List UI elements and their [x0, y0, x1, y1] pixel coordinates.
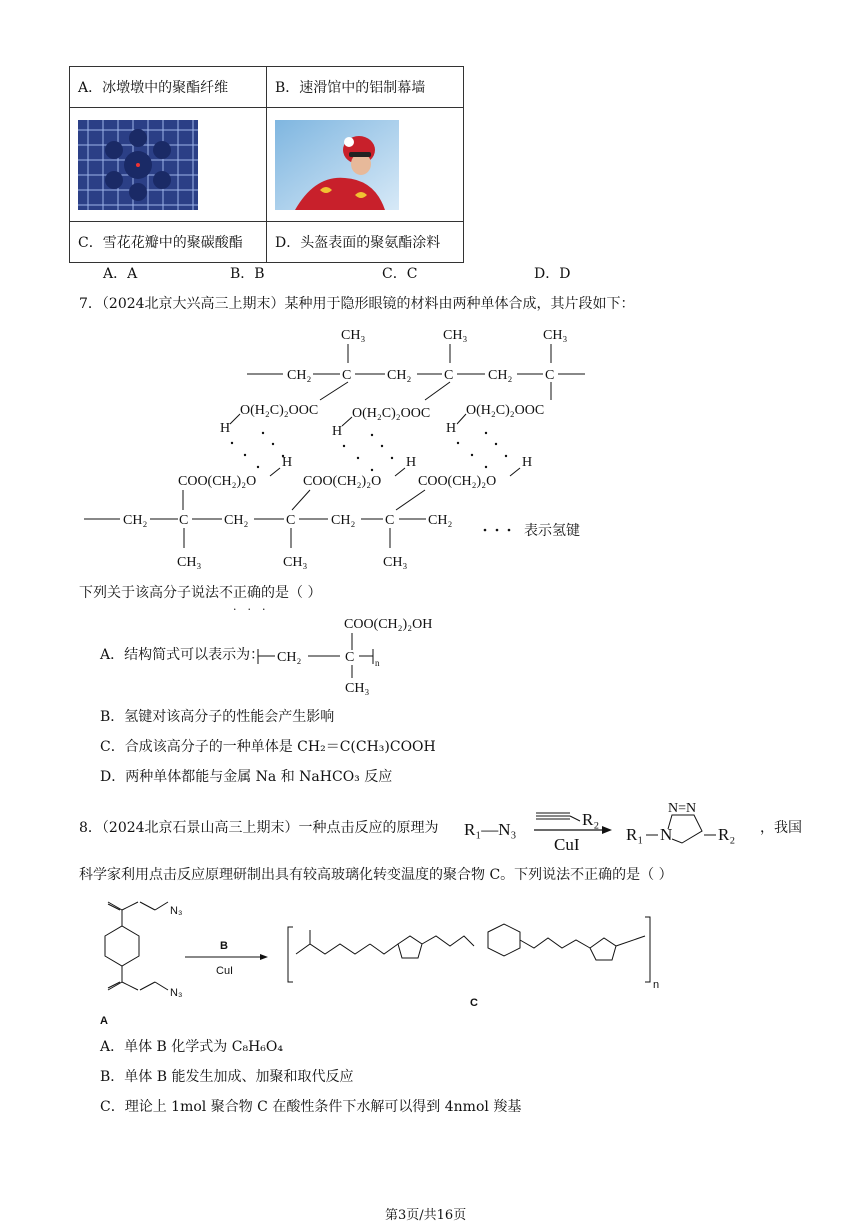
q6-cell-c: C．雪花花瓣中的聚碳酸酯 — [70, 222, 267, 263]
lower-chain-6: CH₂ — [428, 513, 453, 528]
q6-cell-b: B．速滑馆中的铝制幕墙 — [267, 67, 464, 108]
click-reagent-r2: R₂ — [582, 810, 600, 829]
upper-h-2: H — [446, 421, 457, 436]
reagent-b: B — [220, 940, 228, 952]
lower-group-2: COO(CH₂)₂O — [418, 474, 497, 489]
catalyst-cui: CuI — [216, 965, 234, 977]
formula-ch2: CH₂ — [277, 650, 302, 665]
q6-choice-c: C．C — [382, 266, 418, 282]
polymer-c-scheme — [70, 892, 710, 1032]
upper-methyl-2: CH₃ — [543, 328, 568, 343]
q7-hydrogel-structure — [80, 320, 620, 575]
polymer-n: n — [653, 979, 660, 991]
lower-methyl-0: CH₃ — [177, 555, 202, 570]
q8-stem-part1: 8．（2024北京石景山高三上期末）一种点击反应的原理为 — [79, 820, 439, 836]
skater-photo — [275, 120, 399, 210]
click-reaction-scheme — [462, 795, 762, 855]
q6-image-cell-a — [70, 108, 267, 222]
q8-stem-line2: 科学家利用点击反应原理研制出具有较高玻璃化转变温度的聚合物 C。下列说法不正确的是（ ） — [79, 867, 673, 883]
upper-methyl-0: CH₃ — [341, 328, 366, 343]
page-footer: 第3页/共16页 — [385, 1208, 467, 1223]
q7-stem: 7．（2024北京大兴高三上期末）某种用于隐形眼镜的材料由两种单体合成，其片段如下： — [79, 296, 635, 312]
hydrogen-bond-dots — [231, 432, 507, 471]
upper-chain-4: CH₂ — [488, 368, 513, 383]
lower-h-0: H — [282, 455, 293, 470]
snowflake-pattern-image — [78, 120, 198, 210]
q7-option-a-formula — [255, 612, 465, 696]
formula-bottom: CH₃ — [345, 681, 370, 696]
emphasis-dots: ··· — [233, 603, 277, 616]
upper-group-1: O(H₂C)₂OOC — [352, 406, 431, 421]
lower-group-0: COO(CH₂)₂O — [178, 474, 257, 489]
q6-cell-a: A．冰墩墩中的聚酯纤维 — [70, 67, 267, 108]
q8-stem-part2: ，我国 — [760, 820, 802, 836]
q6-choice-a: A．A — [103, 266, 138, 282]
lower-methyl-2: CH₃ — [383, 555, 408, 570]
upper-chain-3: C — [444, 368, 454, 383]
formula-top: COO(CH₂)₂OH — [344, 617, 433, 632]
q8-option-b: B．单体 B 能发生加成、加聚和取代反应 — [100, 1069, 354, 1085]
upper-group-0: O(H₂C)₂OOC — [240, 403, 319, 418]
h-bond-legend: 表示氢键 — [524, 522, 580, 538]
a-n3-top: N₃ — [170, 905, 183, 917]
lower-h-2: H — [522, 455, 533, 470]
lower-chain-3: C — [286, 513, 296, 528]
click-catalyst: CuI — [554, 835, 580, 854]
upper-group-2: O(H₂C)₂OOC — [466, 403, 545, 418]
upper-methyl-1: CH₃ — [443, 328, 468, 343]
lower-chain-0: CH₂ — [123, 513, 148, 528]
click-product-r2: R₂ — [718, 825, 736, 844]
q6-image-cell-b — [267, 108, 464, 222]
upper-h-0: H — [220, 421, 231, 436]
formula-n: n — [375, 658, 380, 668]
upper-h-1: H — [332, 424, 343, 439]
lower-chain-5: C — [385, 513, 395, 528]
q6-choice-d: D．D — [534, 266, 571, 282]
q6-cell-d: D．头盔表面的聚氨酯涂料 — [267, 222, 464, 263]
click-product-r1: R₁ — [626, 825, 644, 844]
upper-chain-1: C — [342, 368, 352, 383]
q7-option-b: B．氢键对该高分子的性能会产生影响 — [100, 709, 335, 725]
label-c: C — [470, 997, 478, 1009]
q7-prompt: 下列关于该高分子说法不正确的是（ ） — [79, 585, 322, 601]
lower-methyl-1: CH₃ — [283, 555, 308, 570]
lower-h-1: H — [406, 455, 417, 470]
q6-table — [69, 66, 464, 263]
q6-choice-b: B．B — [230, 266, 265, 282]
lower-chain-1: C — [179, 513, 189, 528]
q7-option-a-prefix: A．结构简式可以表示为： — [100, 647, 265, 663]
a-n3-bottom: N₃ — [170, 987, 183, 999]
upper-chain-5: C — [545, 368, 555, 383]
upper-chain-0: CH₂ — [287, 368, 312, 383]
lower-group-1: COO(CH₂)₂O — [303, 474, 382, 489]
upper-chain-2: CH₂ — [387, 368, 412, 383]
lower-chain-2: CH₂ — [224, 513, 249, 528]
q7-option-c: C．合成该高分子的一种单体是 CH₂＝C(CH₃)COOH — [100, 739, 436, 755]
click-product-n: N — [660, 825, 673, 844]
h-bond-legend-dots — [484, 529, 511, 532]
click-reactant: R₁—N₃ — [464, 820, 517, 839]
click-product-top: N=N — [668, 801, 697, 816]
formula-c: C — [345, 650, 355, 665]
lower-chain-4: CH₂ — [331, 513, 356, 528]
q8-option-a: A．单体 B 化学式为 C₈H₆O₄ — [100, 1039, 283, 1055]
q7-option-d: D．两种单体都能与金属 Na 和 NaHCO₃ 反应 — [100, 769, 393, 785]
label-a: A — [100, 1015, 108, 1027]
q8-option-c: C．理论上 1mol 聚合物 C 在酸性条件下水解可以得到 4nmol 羧基 — [100, 1099, 522, 1115]
